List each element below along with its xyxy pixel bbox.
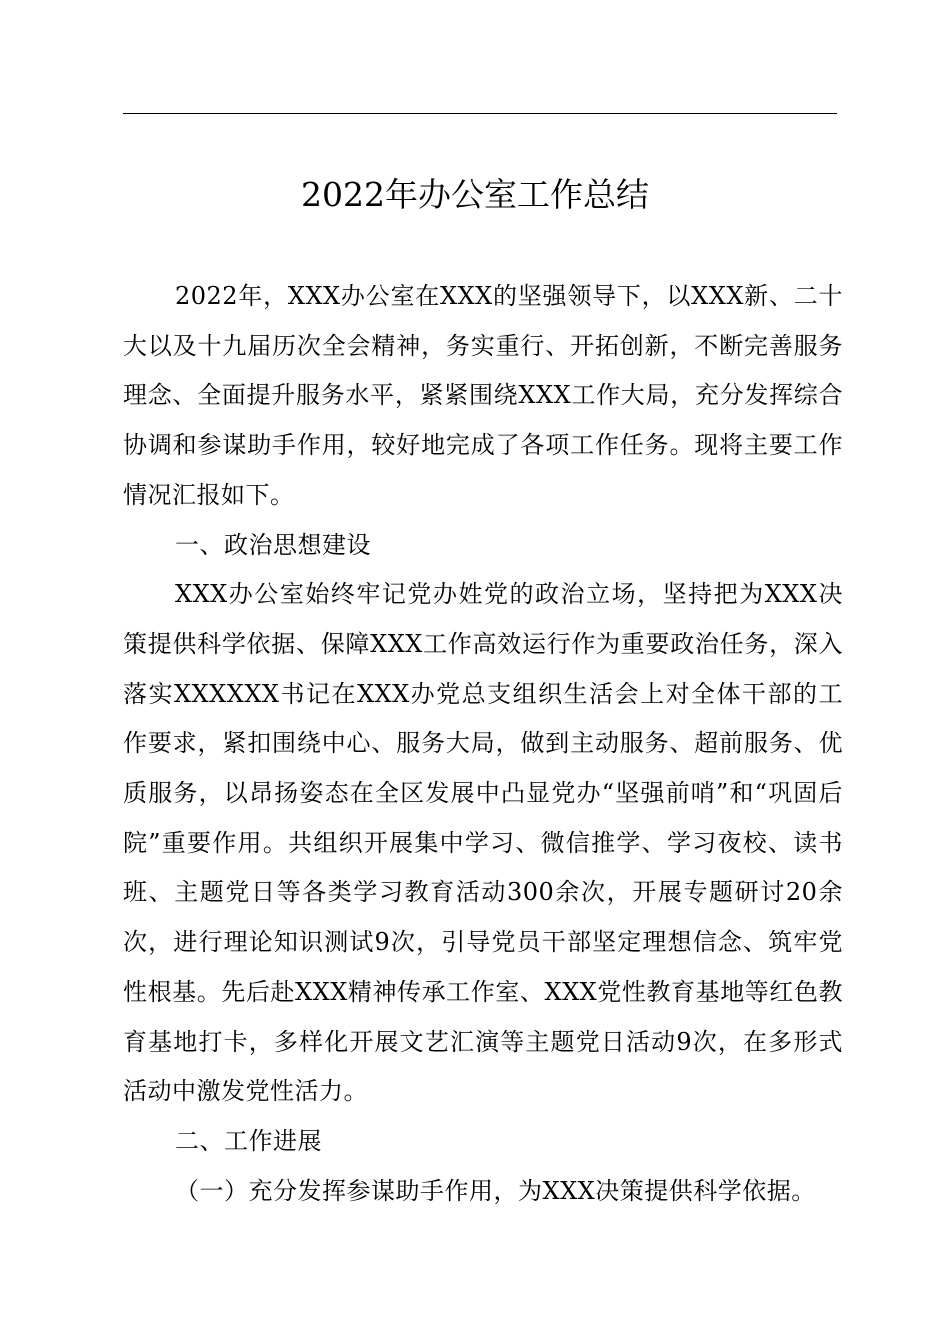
section-heading-political: 一、政治思想建设 <box>175 530 371 559</box>
document-body <box>123 272 843 1216</box>
section-heading-progress: 二、工作进展 <box>175 1126 322 1155</box>
subsection-heading-1: （一）充分发挥参谋助手作用，为XXX决策提供科学依据。 <box>175 1176 816 1205</box>
political-paragraph: XXX办公室始终牢记党办姓党的政治立场，坚持把为XXX决策提供科学依据、保障XXX工作高效运行作为重要政治任务，深入落实XXXXXX书记在XXX办党总支组织生活会上对全体干部的工作要求，紧扣围绕中心、服务大局，做到主动服务、超前服务、优质服务，以昂扬姿态在全区发展中凸显党办“坚强前哨”和“巩固后院”重要作用。共组织开展集中学习、微信推学、学习夜校、读书班、主题党日等各类学习教育活动300余次，开展专题研讨20余次，进行理论知识测试9次，引导党员干部坚定理想信念、筑牢党性根基。先后赴XXX精神传承工作室、XXX党性教育基地等红色教育基地打卡，多样化开展文艺汇演等主题党日活动9次，在多形式活动中激发党性活力。 <box>123 580 843 1106</box>
intro-paragraph: 2022年，XXX办公室在XXX的坚强领导下，以XXX新、二十大以及十九届历次全会精神，务实重行、开拓创新，不断完善服务理念、全面提升服务水平，紧紧围绕XXX工作大局，充分发挥综合协调和参谋助手作用，较好地完成了各项工作任务。现将主要工作情况汇报如下。 <box>123 282 843 509</box>
document-title: 2022年办公室工作总结 <box>301 175 649 214</box>
header-rule <box>123 113 837 114</box>
